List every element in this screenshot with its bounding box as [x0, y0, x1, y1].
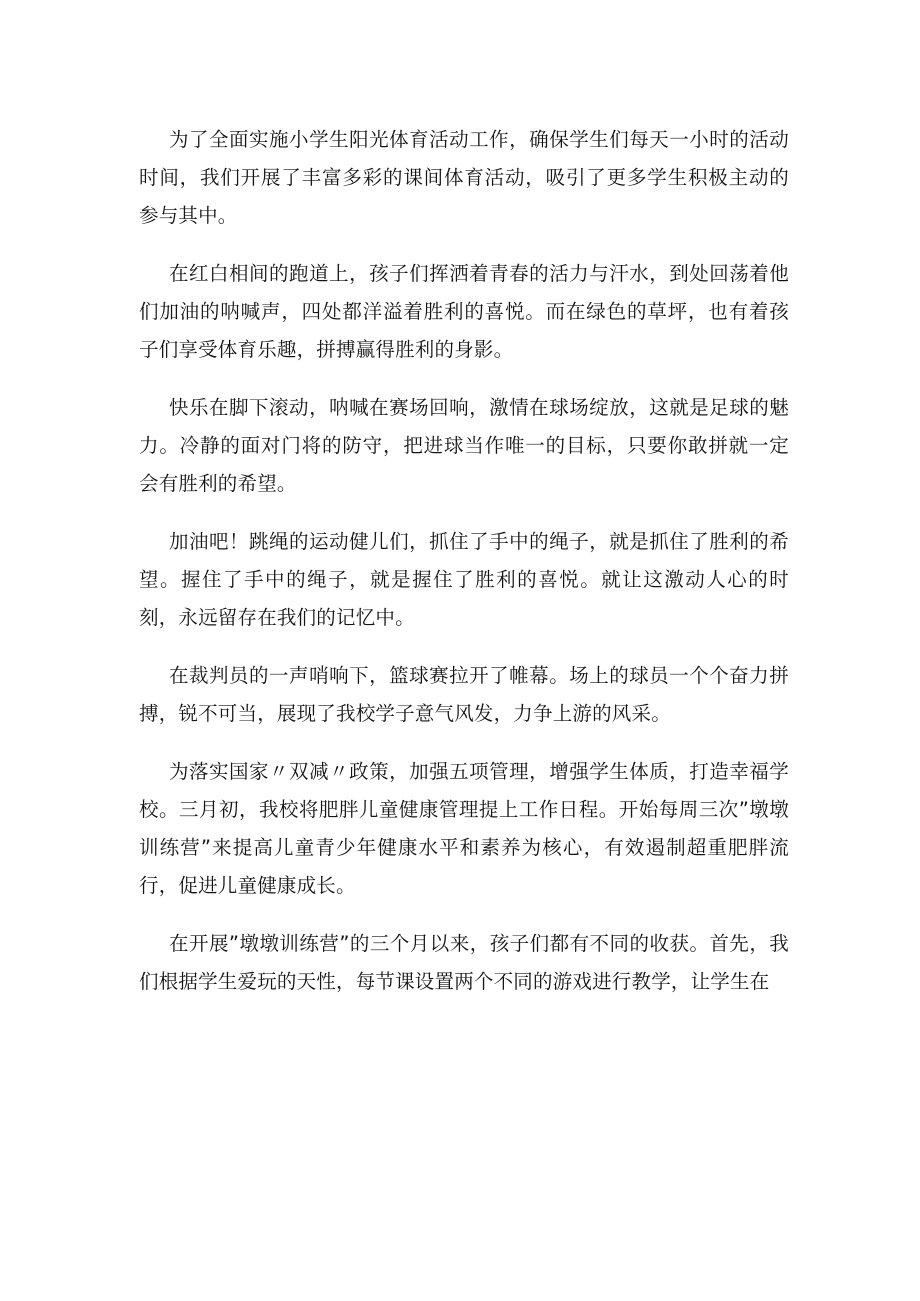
paragraph-7: 在开展”墩墩训练营”的三个月以来，孩子们都有不同的收获。首先，我们根据学生爱玩的天性，每节课设置两个不同的游戏进行教学，让学生在 [139, 932, 789, 993]
document-body [139, 121, 789, 1021]
paragraph-6: 为落实国家〃双减〃政策，加强五项管理，增强学生体质，打造幸福学校。三月初，我校将肥胖儿童健康管理提上工作日程。开始每周三次”墩墩训练营”来提高儿童青少年健康水平和素养为核心，有效遏制超重肥胖流行，促进儿童健康成长。 [139, 760, 789, 897]
paragraph-3: 快乐在脚下滚动，呐喊在赛场回响，激情在球场绽放，这就是足球的魅力。冷静的面对门将的防守，把进球当作唯一的目标，只要你敢拼就一定会有胜利的希望。 [139, 396, 789, 495]
paragraph-5: 在裁判员的一声哨响下，篮球赛拉开了帷幕。场上的球员一个个奋力拼搏，锐不可当，展现了我校学子意气风发，力争上游的风采。 [139, 664, 789, 725]
paragraph-4: 加油吧！跳绳的运动健儿们，抓住了手中的绳子，就是抓住了胜利的希望。握住了手中的绳子，就是握住了胜利的喜悦。就让这激动人心的时刻，永远留存在我们的记忆中。 [139, 530, 789, 629]
paragraph-1: 为了全面实施小学生阳光体育活动工作，确保学生们每天一小时的活动时间，我们开展了丰富多彩的课间体育活动，吸引了更多学生积极主动的参与其中。 [139, 128, 789, 227]
paragraph-2: 在红白相间的跑道上，孩子们挥洒着青春的活力与汗水，到处回荡着他们加油的呐喊声，四处都洋溢着胜利的喜悦。而在绿色的草坪，也有着孩子们享受体育乐趣，拼搏赢得胜利的身影。 [139, 262, 789, 361]
